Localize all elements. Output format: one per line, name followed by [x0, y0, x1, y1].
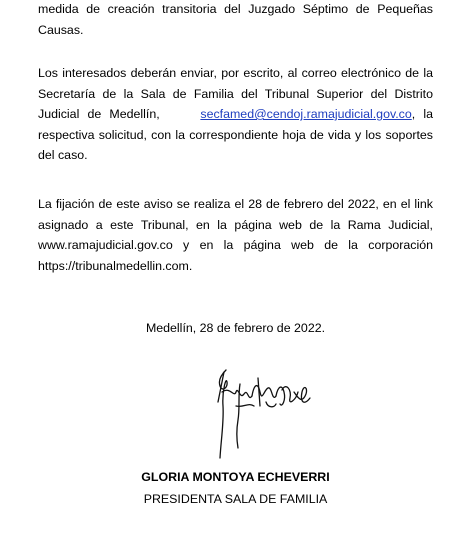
paragraph-publication: [38, 194, 433, 276]
date-text: Medellín, 28 de febrero de 2022.: [145, 321, 326, 335]
paragraph-line-with-email: [38, 104, 433, 125]
paragraph-court-measure: [38, 0, 433, 40]
paragraph-line-start: Judicial de Medellín,: [38, 107, 160, 121]
paragraph-line: asignado a este Tribunal, en la página web de la Rama Judicial,: [38, 217, 433, 232]
email-link[interactable]: secfamed@cendoj.ramajudicial.gov.co: [200, 107, 412, 121]
paragraph-line: Causas.: [38, 22, 84, 37]
paragraph-line: La fijación de este aviso se realiza el 28 de febrero del 2022, en el link: [38, 197, 433, 211]
paragraph-line-end: , la: [411, 107, 433, 121]
paragraph-line: https://tribunalmedellin.com.: [38, 258, 193, 273]
paragraph-line: Secretaría de la Sala de Familia del Tribunal Superior del Distrito: [38, 86, 433, 101]
signer-role: PRESIDENTA SALA DE FAMILIA: [143, 492, 328, 506]
paragraph-line: del caso.: [38, 148, 88, 162]
paragraph-instructions: [38, 63, 433, 166]
paragraph-line: Los interesados deberán enviar, por escrito, al correo electrónico de la: [38, 66, 433, 80]
handwritten-signature: [178, 362, 338, 462]
signer-name: GLORIA MONTOYA ECHEVERRI: [141, 470, 330, 484]
paragraph-line: medida de creación transitoria del Juzgado Séptimo de Pequeñas: [38, 2, 433, 16]
paragraph-line: respectiva solicitud, con la correspondiente hoja de vida y los soportes: [38, 127, 433, 142]
paragraph-line: www.ramajudicial.gov.co y en la página web de la corporación: [38, 238, 433, 252]
date-line: [38, 321, 433, 335]
